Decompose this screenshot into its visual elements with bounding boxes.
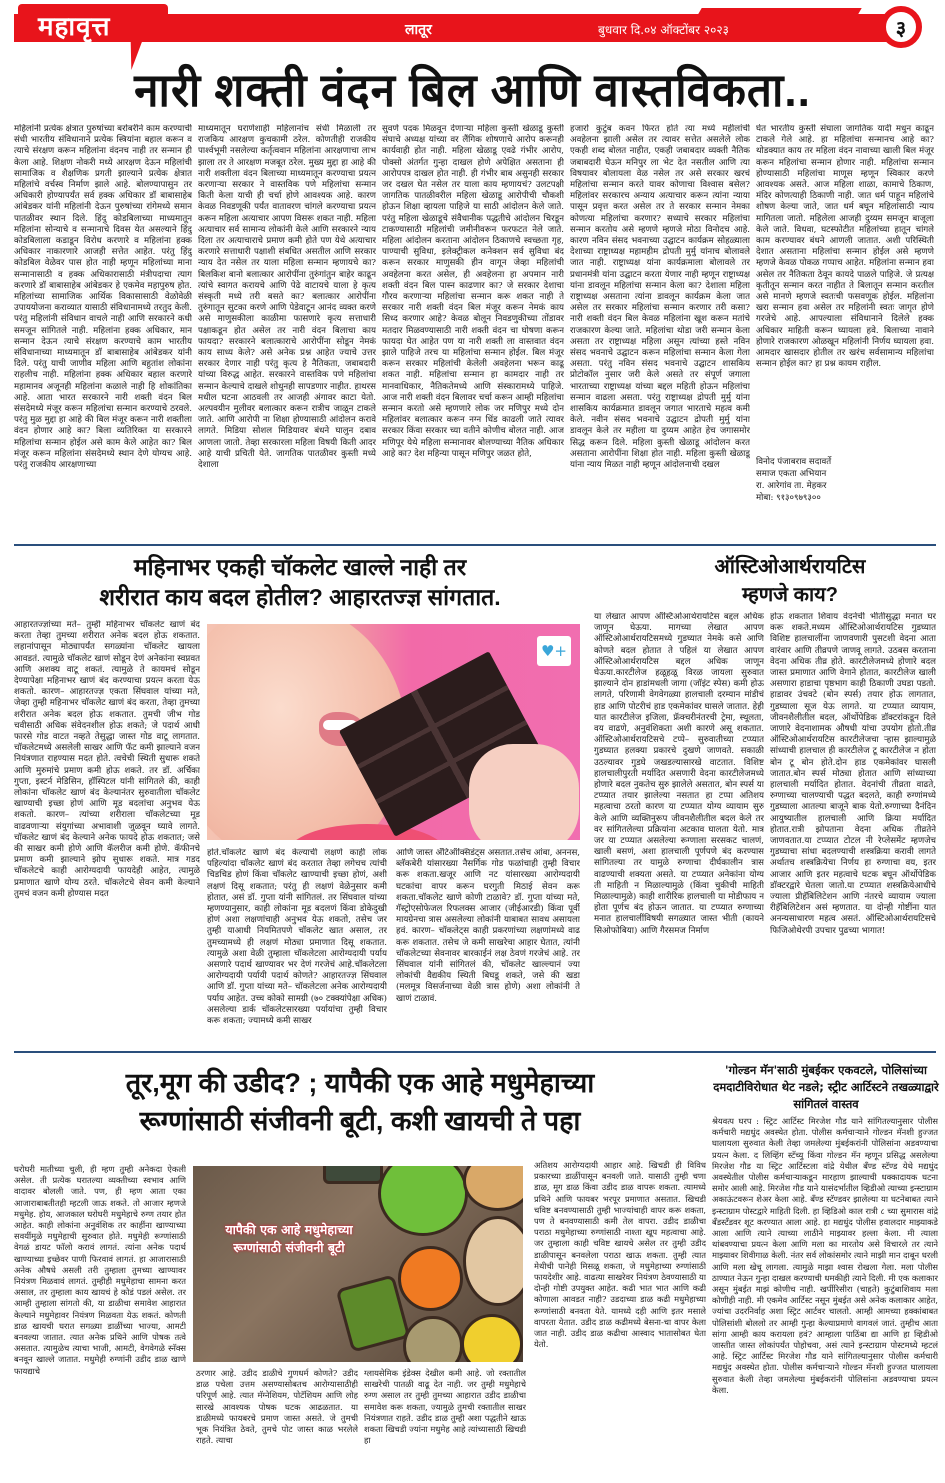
masthead-stripe [698, 8, 861, 14]
article2-headline-line1: महिनाभर एकही चॉकलेट खाल्ले नाही तर [133, 554, 467, 580]
article4-headline-line2: रूग्णांसाठी संजीवनी बूटी, कशी खायची ते पहा [139, 1106, 581, 1136]
bowl-chana-dal [463, 1166, 523, 1211]
article1-column-4: हजारो कुटुंब कवन फिरत होते त्या मध्ये महीलांची अवहेलना झाली असेल तर त्यावर सत्तेत असलेले लोक एकही शब्द बोलत नाहीत, एकही जबाबदार व्यक्ती नैतिक जबाबदारी घेऊन मनिपुर ला भेट देत नसतील आणि त्या विषयावर बोलायला वेळ नसेल तर असे सरकार खरचं महिलांचा सन्मान करते यावर कोणाचा विश्वास बसेल? महिलांवर सरकारच अन्याय अत्याचार करून त्यांना न्याया पासून प्रवृत्त करत असेल तर ते सरकार सन्मान नेमका कोणत्या महिलांचा करणार? सध्याचे सरकार महिलांचा सन्मान करतोय असे म्हणणे म्हणजे मोठा विनोदच आहे. कारण नविन संसद भवनाच्या उद्घाटन कार्यक्रम सोहळ्याला देशाच्या राष्ट्राध्यक्ष महामहीम द्रोपती मुर्मु यांनाच बोलावले जात नाही. राष्ट्राध्यक्ष यांना कार्यक्रमाला बोलावले तर प्रधानमंत्री यांना उद्घाटन करता येणार नाही म्हणून राष्ट्राध्यक्ष यांना डावलून महिलांचा सन्मान केला का? देशाला महिला राष्ट्राध्यक्ष असताना त्यांना डावलून कार्यक्रम केला जात असेल तर सरकार महिलांचा सन्मान करणार तरी कसा? नारी शक्ती वंदन बिल केवळ महिलांना खूश करून मतांचे राजकारण केल्या जाते. महिलांचा थोडा जरी सन्मान केला असता तर राष्ट्राध्यक्ष महिला असून त्यांच्या हस्ते नविन संसद भवनाचे उद्घाटन करून महिलांचा सन्मान केला गेला असता. परंतु नविन संसद भवनाचे उद्घाटन शासकिय प्रोटोकॉल नुसार जरी केले असते तर संपूर्ण जगाला भारताच्या राष्ट्राध्यक्ष यांच्या बद्दल महिती होऊन महिलांचा सन्मान वाढला असता. परंतु राष्ट्राध्यक्ष द्रोपती मुर्मु यांना शासकिय कार्यक्रमात डावलून जगात भारताचे महत्व कमी केले. नवीन संसद भवनाचे उद्घाटन द्रोपती मुर्मु यांना डावलून केले तर महीला या दुय्यम आहेत हेच जगासमोर सिद्ध करून दिले. महिला कुस्ती खेळाडू आंदोलन करत असताना आरोपींना शिक्षा होत नाही. महिला कुस्ती खेळाडू यांना न्याय मिळत नाही म्हणून आंदोलनाची दखल [570, 124, 750, 471]
article5-headline: 'गोल्डन मॅन'साठी मुंबईकर एकवटले, पोलिसांच्या दमदाटीविरोधात थेट नडले; स्ट्रीट आर्टिस्टने तखळ्याद्वारे सांगितलं वास्तव [713, 1063, 939, 1111]
bowl-masoor-dal [398, 1246, 463, 1311]
article4-column-4: अतिशय आरोग्यदायी आहार आहे. खिचडी ही विविध प्रकारच्या डाळींपासून बनवली जाते. यासाठी तुम्ही चणा डाळ, मूग डाळ किंवा उडीद डाळ वापरू शकता. त्यामध्ये प्रथिने आणि फायबर भरपूर प्रमाणात असतात. खिचडी चविष्ट बनवण्यासाठी तुम्ही भाज्यांचाही वापर करू शकता, पण ते बनवण्यासाठी कमी तेल वापरा. उडीद डाळीचा पराठा मधुमेहाच्या रुग्णांसाठी नाश्ता खूप महत्वाचा आहे. जर तुम्हाला काही चविष्ट खायचे असेल तर तुम्ही उडीद डाळीपासून बनवलेला पराठा खाऊ शकता. तुम्ही त्यात मेथीची पानेही मिसळू शकता, जे मधुमेहाच्या रुग्णांसाठी फायदेशीर आहे. वाढत्या साखरेवर नियंत्रण ठेवण्यासाठी या दोन्ही गोष्टी उपयुक्त आहेत. कढी भात भात आणि कढी कोणाला आवडत नाही? उडदाच्या डाळ कढी मधुमेहाच्या रूग्णांसाठी बनवता येते. यामध्ये दही आणि इतर मसाले वापरता येतात. उडीद डाळ कढीमध्ये बेसना-चा वापर केला जात नाही. उडीद डाळ कढीचा आस्वाद भातासोबत घेता येतो. [534, 1160, 706, 1350]
bowl-yellow-dal [461, 1314, 523, 1362]
heart-plus-icon: ♥+ [537, 636, 571, 666]
article1-column-2: माध्यमातून घराणेशाही महिलानांच संधी मिळाली तर राजकिय आरक्षण कुचकामी ठरेल. कोणतीही राजकीय पार्श्वभूमी नसलेल्या कर्तृत्ववान महिलांना आरक्षणाचा लाभ झाला तर ते आरक्षण मजबूत ठरेल. मुख्य मुद्दा हा आहे की नारी शक्तीला वंदन बिलाच्या माध्यमातून करण्याचा प्रयत्न करणाऱ्या सरकार ने वास्तविक पणे महिलांचा सन्मान किती केला याची ही चर्चा होणे आवश्यक आहे. कारण केवळ निवडणूकी पर्यंत वातावरण चांगले करण्याचा प्रयत्न करून महिला अत्याचार आपण विसरू शकत नाही. महिला अत्याचार सर्व सामान्य लोकांनी केले आणि सरकारने न्याय दिला तर अत्याचाराचे प्रमाण कमी होते पण येथे अत्याचार करणारे सत्ताधारी पक्षाशी संबधित असतील आणि सरकार न्याय देत नसेल तर याला महिला सन्मान म्हणायचे का? बिलकिश बानो बलात्कार आरोपींना तुरुंगांतुन बाहेर काढून त्यांचे स्वागत करायचे आणि पेढे वाटायचे याला हे कृत्य संस्कृती मध्ये तरी बसते का? बलात्कार आरोपींना तुरुंगातून सुटका करणे आणि पेडेवाटून आनंद व्यक्त करणे असे माणुसकीला काळीमा फासणारे कृत्य सत्ताधारी पक्षाकडून होत असेल तर नारी वंदन बिलाचा काय फायदा? सरकारने बलात्काराचे आरोपींना सोडून नेमकं काय साध्य केले? असे अनेक प्रश्न आहेत ज्याचे उत्तर सरकार देणार नाही परंतु कृत्य हे नैतिकता, जबाबदारी यांच्या विरुद्ध आहेत. सरकारने वास्तविक पणे महिलांचा सन्मान केल्याचे दाखले शोधुनही सापडणार नाहीत. हाथरस मधील घटना आठवली तर आजही अंगावर काटा येतो. अल्पवयीन मुलीवर बलात्कार करून रात्रीच जाळून टाकले जाते. आणि आरोपी ना शिक्षा होण्यासाठी आंदोलन करावे लागते. मिडिया सोशल मिडियावर बंधने घालुन दबाव आणला जातो. तेव्हा सरकारला महिला विषयी किती आदर आहे याची प्रचिती येते. जागतिक पातळीवर कुस्ती मध्ये देशाला [198, 124, 376, 471]
article2-column-3: आणि जास्त अँटिऑक्सिडंट्स असतात.तसेच आंबा, अननस, ब्लॅकबेरी यांसारख्या नैसर्गिक गोड फळांचाही तुम्ही विचार करू शकता.खजूर आणि नट यांसारख्या आरोग्यदायी घटकांचा वापर करून घरगुती मिठाई सेवन करू शकता.चॉकलेट खाणे कोणी टाळावे? डॉ. गुप्ता यांच्या मते, गॅस्ट्रोएसोफेजल रिफलक्स आजार (जीईआरडी) किंवा पूर्वी मायग्रेनचा त्रास असलेल्या लोकांनी याबाबत सावध असायला हवं. कारण– चॉकलेट्स काही प्रकरणांच्या लक्षणांमध्ये वाढ करू शकतात. तसेच जे कमी साखरेचा आहार घेतात, त्यांनी चॉकलेटच्या सेवनावर बारकाईनं लक्ष ठेवणं गरजेचं आहे. तर सिंघवाल यांनी सांगितलं की, चॉकलेट खाल्ल्यानं ज्या लोकांची वैद्यकीय स्थिती बिघडू शकते, जसे की खडा (मलमूत्र विसर्जनाच्या वेळी त्रास होणे) अशा लोकांनी ते खाणं टाळावं. [396, 848, 580, 1004]
masthead [0, 0, 945, 48]
newspaper-name: महावृत्त [38, 12, 111, 42]
page-number-badge [880, 6, 922, 48]
page-number: ३ [895, 15, 907, 40]
caption-line2: रूग्णांसाठी संजीवनी बूटी [233, 1240, 345, 1255]
article2-headline [10, 552, 590, 612]
chocolate-photo [207, 624, 580, 840]
article1-column-1: महिलांनी प्रत्येक क्षेत्रात पुरुषांच्या बरोबरीने काम करण्याची संधी भारतीय संविधानाने प्रत्येक स्त्रियांना बहाल करून व त्याचे संरक्षण करून महिलांना वंदनच नाही तर सन्मान ही केला आहे. शिक्षण नोकरी मध्ये आरक्षण देऊन महिलांची सामाजिक व शैक्षणिक प्रगती झाल्याने प्रत्येक क्षेत्रात महिलांचे वर्चस्व निर्माण झाले आहे. बोलण्यापासुन तर अधिकारी होण्यापर्यंत सर्व हक्क अधिकार डॉ बाबासाहेब आंबेडकर यांनी महिलांनी देऊन पुरुषांच्या रांगेमध्ये समान पातळीवर स्थान दिले. हिंदु कोडबिलाच्या माध्यमातून महिलांना सोन्याचे व सन्मानाचे दिवस येत असल्याने हिंदु कोडबिलाला कडाडून विरोध करणारे व महिलांना हक्क अधिकार नाकारणारे आजही सत्तेत आहेत. परंतु हिंदु कोडबिल वेळेवर पास होत नाही म्हणून महिलांच्या माना सन्मानासाठी व हक्क अधिकारासाठी मंत्रीपदाचा त्याग करणारे डॉ बाबासाहेब आंबेडकर हे एकमेव महापुरुष होत. महिलांच्या सामाजिक आर्थिक विकासासाठी वेळोवेळी उपाययोजना कराव्यात यासाठी संविधानामध्ये तरतुद केली. परंतु महिलांनी संविधान वाचले नाही आणि सरकारने कधी समजून सांगितले नाही. महिलांना हक्क अधिकार, मान सन्मान देऊन त्याचे संरक्षण करण्याचे काम भारतीय संविधानाच्या माध्यमातून डॉ बाबासाहेब आंबेडकर यांनी दिले. परंतु याची जाणीव महिला आणि बहुतांश लोकांना राहलीच नाही. महिलांना हक्क अधिकार बहाल करणारे महामानव अजूनही महिलांना कळाले नाही हि शोकांतिका आहे. आता भारत सरकारने नारी शक्ती वंदन बिल संसदेमध्ये मंजूर करून महिलांचा सन्मान करण्याचे ठरवले. परंतु मुळ मुद्दा हा आहे की बिल मंजूर करून नारी शक्तीला वंदन होणार आहे का? बिला व्यतिरिक्त या सरकारने महिलांचा सन्मान होईल असे काम केले आहेत का? बिल मंजूर करून महिलांना संसदेमध्ये स्थान देणे योग्यच आहे. परंतु राजकीय आरक्षणाच्या [14, 124, 192, 471]
lentils-photo-caption [199, 1221, 379, 1257]
edition-city: लातूर [405, 22, 432, 38]
article3-headline [640, 553, 940, 609]
author-organization: समाज एकता अभियान [756, 469, 827, 479]
author-phone: मोबा: ९१३०९७९३०० [756, 493, 821, 503]
article4-column-3: ग्लायसेमिक इंडेक्स देखील कमी आहे. जो रक्तातील साखरेची पातळी वाढू देत नाही. जर तुम्ही मधुमेहाचे रुग्ण असाल तर तुम्ही तुमच्या आहारात उडीद डाळीचा समावेश करू शकता, ज्यामुळे तुमची रक्तातील साखर नियंत्रणात राहते. उडीद डाळ तुम्ही अशा पद्धतीने खाऊ शकता खिचडी ज्यांना मधुमेह आहे त्यांच्यासाठी खिचडी हा [364, 1368, 526, 1446]
lentils-photo [193, 1166, 523, 1362]
article1-column-3: सुवर्ण पदक मिळवून देणाऱ्या महिला कुस्ती खेळाडू कुस्ती संघाचे अध्यक्ष यांच्या वर लैंगिक शोषणाचे आरोप करूनही कार्यवाही होत नाही. महिला खेळाडू एवढे गंभीर आरोप, पोक्सो अंतर्गत गुन्हा दाखल होणे अपेक्षित असताना ही आरोपपत्र दाखल होत नाही. ही गंभीर बाब असुनही सरकार जर दखल घेत नसेल तर याला काय म्हणायचं? उलटपक्षी जागतिक पातळीवरील महिला खेळाडू आरोपीची चौकशी होऊन शिक्षा व्हायला पाहिजे या साठी आंदोलन केले जाते. परंतु महिला खेळाडूचे संवैधानीक पद्धतीचे आंदोलन चिरडून टाकण्यासाठी महिलांची जमीनीवरून फरफटत नेले जाते. महिला आंदोलन करताना आंदोलन ठिकाणचे स्वच्छता गृह, पाण्याची सुविधा, इलेक्ट्रीकल कनेक्शन सर्व सुविधा बंद करून सरकार माणुसकी हीन वागून जेव्हा महिलांची अवहेलना करत असेल, ही अवहेलना हा अपमान नारी शक्ती वंदन बिल पास्न काढणार का? जे सरकार देशाचा गौरव करणाऱ्या महिलांचा सन्मान करू शकत नाही ते सरकार नारी शक्ती वंदन बिल मंजूर करून नेमकं काय सिध्द करणार आहे? केवळ बोलून निवडणुकीच्या तोंडावर मतदार मिळवण्यासाठी नारी शक्ती वंदन चा घोषणा करून फायदा घेत आहेत पण या नारी शक्ती ला वास्तवात वंदन झाले पाहिजे तरच या महिलांचा सन्मान होईल. बिल मंजूर करून सरकार महिलांची केलेली अवहेलना भरून काढू शकत नाही. महिलांचा सन्मान हा कामदार नाही तर मानवाधिकार, नैतिकतेमध्ये आणि संस्कारामध्ये पाहिजे. आज नारी शक्ती वंदन बिलावर चर्चा करून आम्ही महिलांचा सन्मान करतो असे म्हणणारे लोक जर मणिपुर मध्ये दोन महिलांवर बलात्कार करून नग्न धिंड काढली जाते त्यावर सरकार किंवा सरकार च्या वतीने कोणीच बोलत नाही. आज मणिपूर येथे महिला सन्मानावर बोलण्याच्या नैतिक अधिकार आहे का? देश महिन्या पासून मणिपुर जळत होते, [382, 124, 564, 459]
hand [469, 744, 579, 840]
article5-body: श्रेयवत्प घरप : स्ट्रिट आर्टिस्ट मिरजेश गौड याने सांगितल्यानुसार पोलीस कर्मचारी मद्यधुंद अवस्थेत होता. पोलीस कर्मचाऱ्याने गोल्डन मॅनशी हुज्जत घालायला सुरुवात केली तेव्हा जमलेल्या मुंबईकरांनी पोलिसांना अडवण्याचा प्रयत्न केला. द लिव्हिंग स्टॅच्यु किंवा गोल्डन मॅन म्हणून प्रसिद्ध असलेल्या मिरजेश गौड या स्ट्रिट आर्टिस्टला वांद्रे येथील बँण्ड स्टॅण्ड येथे मद्यधुंद अवस्थेतील पोलीस कर्मचाऱ्याकडून मारहाण झाल्याची धक्कादायक घटना समोर आली आहे. मिरजेश गौड याने यासंदर्भातील व्हिडीओ त्याच्या इन्स्टाग्राम अकाऊंटवरून शेअर केला आहे. बँण्ड स्टॅण्डवर झालेल्या या घटनेबाबत त्याने इन्स्टाग्राम पोस्टद्वारे माहिती दिली. हा व्हिडिओ काल रात्री ८ च्या सुमारास वांद्रे बँडस्टँडवर शूट करण्यात आला आहे. हा मद्यधुंद पोलीस हवालदार माझ्याकडे आला आणि त्याने त्याच्या लाठीने माझ्यावर हल्ला केला. मी त्याला थांबवण्याचा प्रयत्न केला आणि मला का मारतोय असे विचारले तर त्याने माझ्यावर शिवीगाळ केली. नंतर सर्व लोकांसमोर त्याने माझी मान दाबून धरली आणि मला खेचू लागला. त्यामुळे माझा श्वास रोखला गेला. मला पोलीस ठाण्यात नेऊन गुन्हा दाखल करण्याची धमकीही त्याने दिली. मी एक कलाकार असून मुंबईत माझं कोणीच नाही. खर्पीरिसीरा (चाहते) कुटुंबाशिवाय मला कोणीही नाही. मी एकमेव आर्टिस्ट नसून मुंबईत असे अनेक कलाकार आहेत, ज्यांचा उदरनिर्वाह अशा स्ट्रिट आर्टवर चालतो. आम्ही आमच्या हक्कांबाबत पोलिसांशी बोललो तर आम्ही गुन्हा केल्याप्रमाणे वागवलं जातं. तुम्हीच आता सांगा आम्ही काय करायला हवं? आम्हाला पाठिंबा द्या आणि हा व्हिडीओ जास्तीत जास्त लोकांपर्यंत पोहोचवा, असं त्याने इन्स्टाग्राम पोस्टमध्ये म्हटलं आहे. स्ट्रिट आर्टिस्ट मिरजेश गौड याने सांगितल्यानुसार पोलीस कर्मचारी मद्यधुंद अवस्थेत होता. पोलीस कर्मचाऱ्याने गोल्डन मॅनशी हुज्जत घालायला सुरुवात केली तेव्हा जमलेल्या मुंबईकरांनी पोलिसांना अडवण्याचा प्रयत्न केला. [712, 1116, 938, 1395]
bowl-brown-lentils [403, 1316, 463, 1362]
article3-column-2: होऊ शकतात शिवाय वेदनेची भीतीसुद्धा मनात घर करू शकते.मध्यम ऑस्टिओआर्थरायटिस गुडघ्यात विशिष्ट हालचालींना जाणवणारी पुसटशी वेदना आता वारंवार आणि तीव्रपणे जाणवू लागते. उठबस करताना वेदना अधिक तीव्र होते. कारटीलेजमध्ये होणारे बदल जास्त प्रमाणात आणि वेगाने होतात, कारटीलेज खाली असणारा हाडाचा पृष्ठभाग काही ठिकाणी उघडा पडतो. हाडावर उंचवटे (बोन स्पर्स) तयार होऊ लागतात, गुडघ्याला सूज येऊ लागते. या टप्प्यात व्यायाम, जीवनशैलीतील बदल, ऑर्थोपेडिक डॉक्टरांकडून दिले जाणारे वेदनाशामक औषधी यांचा उपयोग होतो.तीव्र ऑस्टिओआर्थरायटिस कारटीलेजचा ऱ्हास झाल्यामुळे सांध्याची हालचाल ही कारटीलेज टू कारटीलेज न होता बोन टू बोन होते.दोन हाड एकमेकांवर घासली जातात.बोन स्पर्स मोठ्या होतात आणि सांध्याच्या हालचाली मर्यादित होतात. वेदनांची तीव्रता वाढते, रुग्णाच्या चालण्याची पद्धत बदलते, काही रुग्णांमध्ये गुडघ्याला आतल्या बाजूने बाक येतो.रुग्णाच्या दैनंदिन आयुष्यातील हालचाली आणि क्रिया मर्यादित होतात.रात्री झोपताना वेदना अधिक तीव्रतेने जाणवतात.या टप्प्यात टोटल नी रेप्लेसमेंट म्हणजेच गुडघ्याचा सांधा बदलण्याची शस्त्रक्रिया करावी लागते अर्थातच शस्त्रक्रियेचा निर्णय हा रुग्णाचा वय, इतर आजार आणि इतर महत्वाचे घटक बघून ऑर्थोपेडिक डॉक्टरद्वारे घेतला जातो.या टप्प्यात शस्त्रक्रियेआधीचे ज्याला प्रीहॅबिलिटेशन आणि नंतरचे व्यायाम ज्याला रीहॅबिलिटेशन असं म्हणतात. या दोन्ही गोष्टींना यात अनन्यसाधारण महत्व असतं. ऑस्टिओआर्थरायटिसचे फिजिओथेरपी उपचार पुढच्या भागात! [770, 612, 936, 936]
section-divider-1 [14, 544, 936, 546]
bowl-green-peas [378, 1166, 468, 1236]
article4-headline-line1: तूर,मूग की उडीद? ; यापैकी एक आहे मधुमेहाच्या [125, 1068, 595, 1098]
article4-column-1: घरोघरी मातीच्या चुली, ही म्हण तुम्ही अनेकदा ऐकली असेल. ती प्रत्येक घरातल्या व्यक्तीच्या स्वभाव आणि वादावर बोलली जाते. पण, ही म्हण आता एका आजाराबाबतीतही म्हटली जाऊ शकते. तो आजार म्हणजे मधुमेह. होय, आजकाल घरोघरी मधुमेहाचे रुग्ण तयार होत आहेत. काही लोकांना अनुवंशिक तर काहींना खाण्याच्या सवयींमुळे मधुमेहाची सुरुवात होते. मधुमेही रूग्णांसाठी वेगळं डायट फॉलो करावं लागतं. त्यांना अनेक पदार्थ खाण्याच्या इच्छेवर पाणी फिरवावं लागतं. हा आजारासाठी अनेक औषधे असली तरी तुम्हाला तुमच्या खाण्यावर नियंत्रण मिळवावं लागतं. तुम्हीही मधुमेहाचा सामना करत असाल, तर तुम्हाला काय खायचं हे कोडं पडलं असेल. तर आम्ही तुम्हाला सांगतो की, या डाळीचा समावेश आहारात केल्याने मधुमेहावर नियंत्रण मिळवता येऊ शकतं. कोणती डाळ खायची घरात सगळ्या डाळींच्या भाज्या, आमटी बनवल्या जातात. त्यात अनेक प्रथिने आणि पोषक तत्वे असतात. त्यामुळेच त्याचा भाजी, आमटी, वेगवेगळे स्नॅक्स बनवून खाल्ले जातात. मधुमेही रुग्णांनी उडीद डाळ खाणे फायद्याचे [14, 1164, 186, 1376]
article1-author-block [756, 456, 936, 504]
article3-headline-line1: ऑस्टिओआर्थरायटिस [714, 556, 866, 578]
caption-line1: यापैकी एक आहे मधुमेहाच्या [225, 1222, 353, 1237]
bowl-chickpeas [463, 1216, 523, 1306]
section-divider-2 [14, 1051, 936, 1053]
edition-date: बुधवार दि.०४ ऑक्टोंबर २०२३ [598, 23, 729, 37]
article4-column-2: ठरणार आहे. उडीद डाळीचे गुणधर्म कोणते? उडीद डाळ पचेला उत्तम असण्यासोबतच आरोग्यासाठीही परिपूर्ण आहे. त्यात मॅग्नेशियम, पोटॅशियम आणि लोह सारखे आवश्यक पोषक घटक आढळतात. या डाळीमध्ये फायबरचे प्रमाण जास्त असते. जे तुमची भूक नियंत्रित ठेवते, तुमचे पोट जास्त काळ भरलेले राहते. त्याचा [196, 1368, 358, 1446]
article2-column-1: आहारतज्ज्ञांच्या मते– तुम्ही महिनाभर चॉकलेट खाणं बंद करता तेव्हा तुमच्या शरीरात अनेक बदल होऊ शकतात. लहानांपासून मोठ्यापर्यंत सगळ्यांना चॉकलेट खायला आवडतं. त्यामुळे चॉकलेट खाणं सोडून देणं अनेकांना स्वप्नवत आणि अशक्य वाटू शकतं. त्यामुळे ते कायमचं सोडून देण्यापेक्षा महिनाभर खाणं बंद करण्याचा प्रयत्न करता येऊ शकतो. कारण– आहारतज्ज्ञ एकता सिंघवाल यांच्या मते, जेव्हा तुम्ही महिनाभर चॉकलेट खाणं बंद करता, तेव्हा तुमच्या शरीरात अनेक बदल होऊ शकतात. तुमची जीभ गोड चवीसाठी अधिक संवेदनशील होऊ शकते; जे पदार्थ आधी फारसे गोड वाटत नव्हते तेसुद्धा जास्त गोड वाटू लागतात. चॉकलेटमध्ये असलेली साखर आणि फॅट कमी झाल्याने वजन नियंत्रणात राहण्यास मदत होते. त्वचेची स्थिती सुधारू शकते आणि मुरुमांचे प्रमाण कमी होऊ शकते. तर डॉ. अर्चिका गुप्ता, इस्टर्न मेडिसिन, हॉस्पिटल यांनी सांगितले की, काही लोकांना चॉकलेट खाणं बंद केल्यानंतर सुरुवातीला चॉकलेट खाण्याची इच्छा होणं आणि मूड बदलांचा अनुभव येऊ शकतो. कारण– त्यांच्या शरीराला चॉकलेटच्या मूड वाढवणाऱ्या संयुगांच्या अभावाशी जुळवून घ्यावे लागते. चॉकलेट खाणं बंद केल्याने अनेक फायदे होऊ शकतात; जसे की साखर कमी होणे आणि कॅलरीज कमी होणे. कॅफीनचे प्रमाण कमी झाल्याने झोप सुधारू शकते. मात्र गडद चॉकलेटचे काही आरोग्यदायी फायदेही आहेत, त्यामुळे प्रमाणात खाणे योग्य ठरते. चॉकलेटचे सेवन कमी केल्याने तुमचं वजन कमी होण्यास मदत [14, 620, 200, 899]
article3-headline-line2: म्हणजे काय? [742, 584, 838, 606]
author-name: विनोद पंजाबराव सदावर्ते [756, 457, 832, 467]
article3-column-1: या लेखात आपण ऑस्टिओआर्थरायटिस बद्दल अधिक जाणून घेऊया. मागच्या लेखात आपण ऑस्टिओआर्थरायटिसमध्ये गुडघ्यात नेमके कसे आणि कोणते बदल होतात ते पहिलं या लेखात आपण ऑस्टिओआर्थरायटिस बद्दल अधिक जाणून घेऊया.कारटीलेज हळूहळू विरळ जायला सुरुवात झाल्याने दोन हाडांमधली जागा (जॉइंट स्पेस) कमी होऊ लागते, परिणामी वेगवेगळ्या हालचाली दरम्यान मांडीचं हाड आणि पोटरीचं हाड एकमेकांवर घासले जातात. हेही यात कारटीलेज इजिला, फ्रॅक्चरीनंतरची ट्रेमा, स्थूलता, वय वाढणे, अनुवंशिकता अशी कारणे असू शकतात. ऑस्टिओआर्थरायटिसचे टप्पे– सुरुवातीच्या टप्प्यात गुडघ्यात हलक्या प्रकारचे दुखणे जाणवते. सकाळी उठल्यावर गुडघे जखडल्यासारखे वाटतात. विशिष्ट हालचालीपुरती मर्यादित असणारी वेदना कारटीलेजमध्ये होणारे बदल नुकतेच सुरु झालेले असतात, बोन स्पर्स या टप्प्यात तयार झालेल्या नसतात हा टप्पा अतिशय महत्वाचा ठरतो कारण या टप्प्यात योग्य व्यायाम सुरु केले आणि व्यक्तिनुरूप जीवनशैलीतील बदल केले तर वर सांगितलेल्या प्रक्रियांना अटकाव घालता येतो. मात्र जर या टप्प्यात असलेल्या रूग्णाला सरसकट चालणं, खाली बसणं, अशा हालचाली पूर्णपणे बंद करण्यास सांगितल्या तर यामुळे रुग्णाचा दीर्घकालीन त्रास वाढण्याची शक्यता असते. या टप्प्यात अनेकांना योग्य ती माहिती न मिळाल्यामुळे (किंवा चुकीची माहिती मिळाल्यामुळे) काही शारीरिक हालचाली या मोडीफाय न होता पूर्णच बंद होऊन जातात. या टप्प्यात रुग्णाच्या मनात हालचालींविषयी सगळ्यात जास्त भीती (कायने सिओफोबिया) आणि गैरसमज निर्माण [594, 612, 764, 936]
article2-column-2: होते.चॉकलेट खाणे बंद केल्याची लक्षणे काही लोक पहिल्यांदा चॉकलेट खाणं बंद करतात तेव्हा लगेचच त्यांची चिडचिड होणं किंवा चॉकलेट खाण्याची इच्छा होणं, अशी लक्षणं दिसू शकतात; परंतु ही लक्षणं वेळेनुसार कमी होतात, असं डॉ. गुप्ता यांनी सांगितलं. तर सिंघवाल यांच्या म्हणण्यानुसार, काही लोकांना मूड बदलणं किंवा डोकेदुखी होणं अशा लक्षणांचाही अनुभव येऊ शकतो, तसेच जर तुम्ही याआधी नियमितपणे चॉकलेट खात असाल, तर तुमच्यामध्ये ही लक्षणं मोठ्या प्रमाणात दिसू शकतात. त्यामुळे अशा वेळी तुम्हाला चॉकलेटला आरोग्यदायी पर्याय असणारे पदार्थ खाण्यावर भर देणं गरजेचं आहे.चॉकलेटला आरोग्यदायी पर्यायी पदार्थ कोणते? आहारतज्ज्ञ सिंघवाल आणि डॉ. गुप्ता यांच्या मते– चॉकलेटला अनेक आरोग्यदायी पर्याय आहेत. उच्च कोको सामग्री (७० टक्क्यांपेक्षा अधिक) असलेल्या डार्क चॉकलेटसारख्या पर्यायांचा तुम्ही विचार करू शकता; ज्यामध्ये कमी साखर [207, 848, 387, 1027]
article1-column-5: घेत भारतीय कुस्ती संघाला जागतिक यादी मधुन काढून टाकले गेले आहे. हा महिलांचा सन्मानच आहे का? थोडक्यात काय तर महिला वंदन नावाच्या खाली बिल मंजूर करून महिलांचा सन्मान होणार नाही. महिलांचा सन्मान होण्यासाठी महिलांचा माणूस म्हणून स्विकार करणे आवश्यक असते. आज महिला शाळा, कामाचे ठिकाण, मंदिर कोणत्याही ठिकाणी नाही. जात धर्म पाहून महिलांचे शोषण केल्या जाते, जात धर्म बघून महिलांसाठी न्याय मागितला जातो. महिलेला आजही दुय्यम समजून बाजूला केले जाते. विधवा, घटस्फोटीत महिलांच्या हातून चांगले काम करण्यावर बंधने आणली जातात. अशी परिस्थिती देशात असताना महिलांचा सन्मान होईल असे म्हणणे म्हणजे केवळ पोकळ गप्पाच आहेत. महिलांना सन्मान हवा असेल तर नैतिकता ठेवून कायदे पाळले पाहिजे. जे प्रत्यक्ष कृतीतून सन्मान करत नाहीत ते बिलातून सन्मान करतील असे मानणे म्हणजे स्वतःची फसवणूक होईल. महिलांना खरा सन्मान हवा असेल तर महिलांनी स्वतः जागृत होणे गरजेचे आहे. आपल्याला संविधानाने दिलेले हक्क अधिकार माहिती करून घ्यायला हवे. बिलाच्या नावाने होणारे राजकारण ओळखून महिलांनी निर्णय घ्यायला हवा. आमदार खासदार होतील तर खरंच सर्वसामान्य महिलांचा सन्मान होईल का? हा प्रश्न कायम राहील. [756, 124, 934, 370]
article4-headline [10, 1064, 710, 1140]
author-address: रा. आरेगांव ता. मेहकर [756, 481, 827, 491]
article2-headline-line2: शरीरात काय बदल होतील? आहारतज्ज्ञ सांगतात. [99, 584, 501, 610]
bowl-black-lentils [323, 1166, 383, 1184]
article1-headline: नारी शक्ती वंदन बिल आणि वास्तविकता.. [134, 64, 811, 117]
